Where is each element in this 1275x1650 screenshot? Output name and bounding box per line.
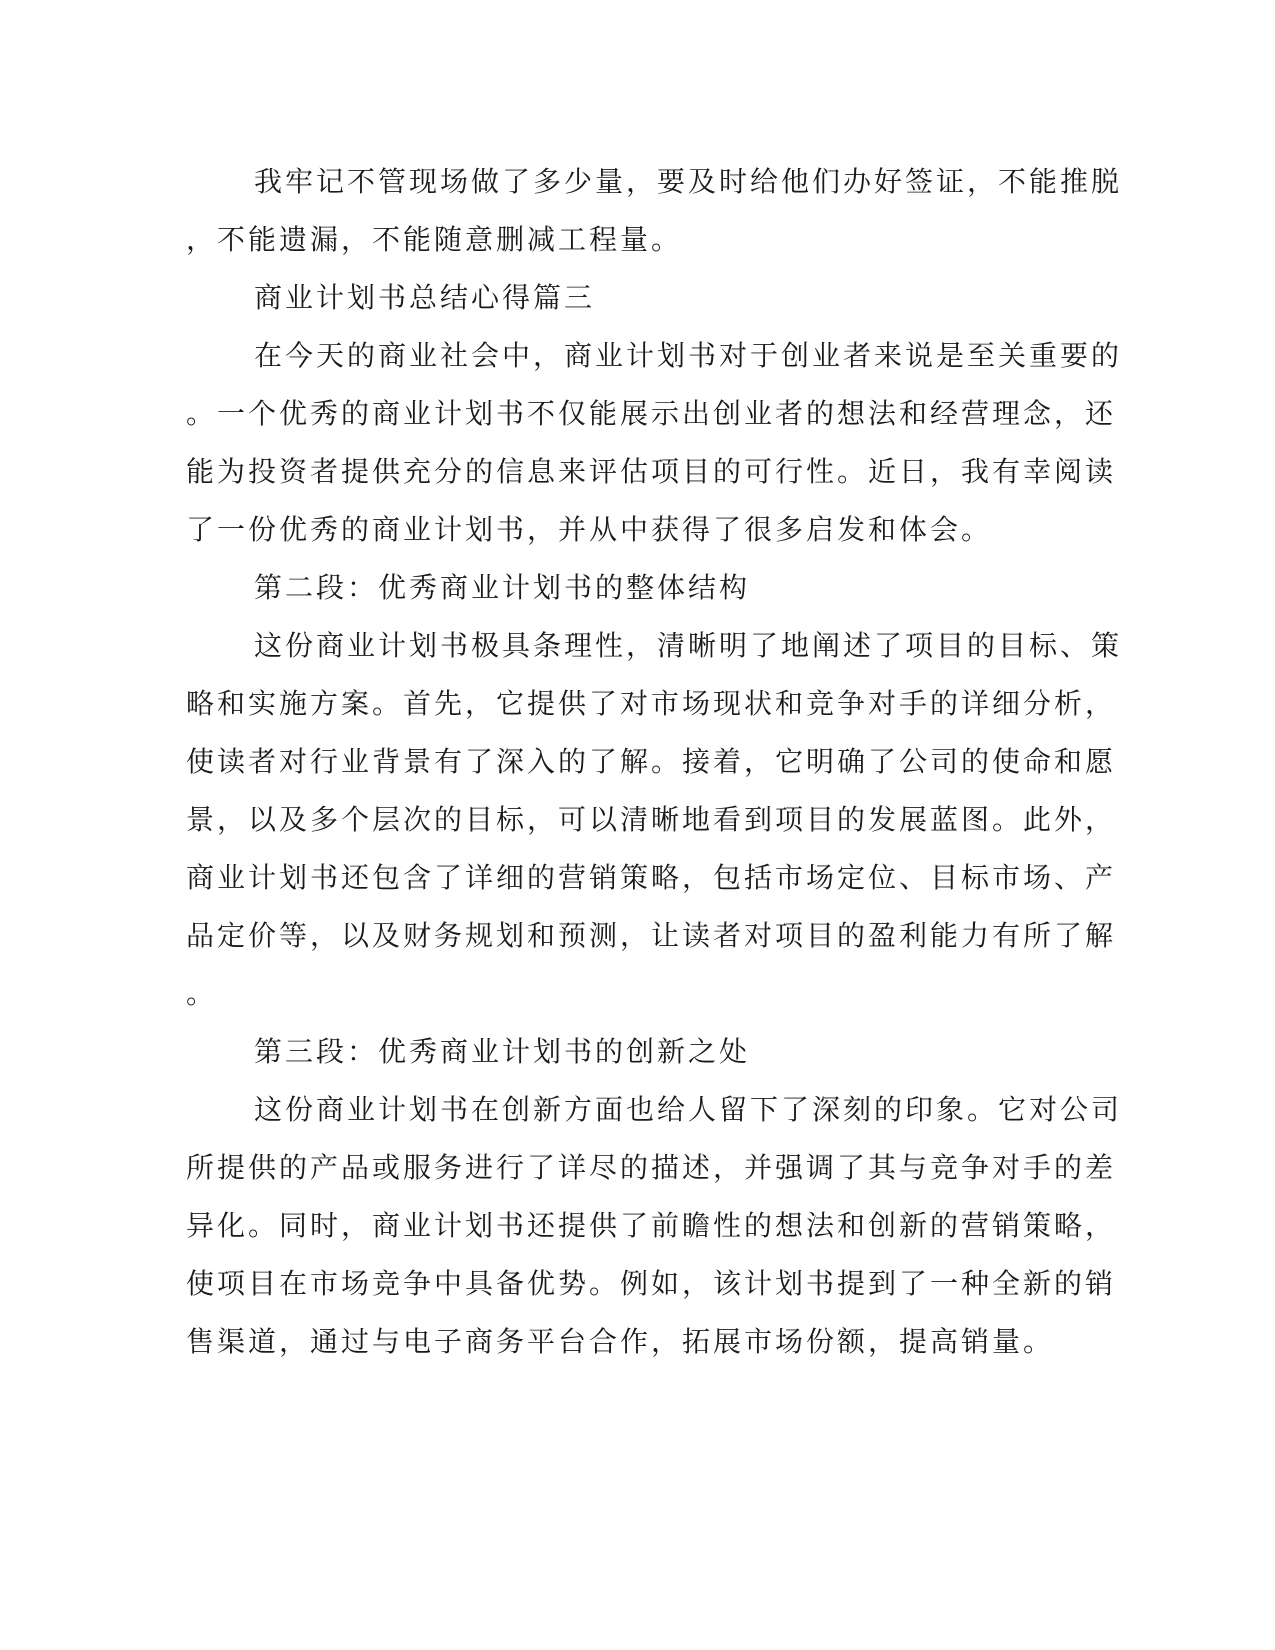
section-heading: 第二段：优秀商业计划书的整体结构 [254,571,751,604]
body-line: 。一个优秀的商业计划书不仅能展示出创业者的想法和经营理念，还 [186,397,1117,430]
body-line: 我牢记不管现场做了多少量，要及时给他们办好签证，不能推脱 [254,165,1123,198]
body-line: 这份商业计划书极具条理性，清晰明了地阐述了项目的目标、策 [254,629,1123,662]
body-line: 这份商业计划书在创新方面也给人留下了深刻的印象。它对公司 [254,1093,1123,1126]
body-line: 品定价等，以及财务规划和预测，让读者对项目的盈利能力有所了解 [186,919,1117,952]
section-heading: 第三段：优秀商业计划书的创新之处 [254,1035,751,1068]
body-line: 使项目在市场竞争中具备优势。例如，该计划书提到了一种全新的销 [186,1267,1117,1300]
body-line: 异化。同时，商业计划书还提供了前瞻性的想法和创新的营销策略， [186,1209,1117,1242]
body-line: 了一份优秀的商业计划书，并从中获得了很多启发和体会。 [186,513,993,546]
body-line: ，不能遗漏，不能随意删减工程量。 [186,223,683,256]
body-line: 所提供的产品或服务进行了详尽的描述，并强调了其与竞争对手的差 [186,1151,1117,1184]
body-line: 售渠道，通过与电子商务平台合作，拓展市场份额，提高销量。 [186,1325,1055,1358]
body-line: 景，以及多个层次的目标，可以清晰地看到项目的发展蓝图。此外， [186,803,1117,836]
body-line: 使读者对行业背景有了深入的了解。接着，它明确了公司的使命和愿 [186,745,1117,778]
section-title: 商业计划书总结心得篇三 [254,281,596,314]
body-line: 在今天的商业社会中，商业计划书对于创业者来说是至关重要的 [254,339,1123,372]
body-line: 。 [186,977,218,1010]
body-line: 能为投资者提供充分的信息来评估项目的可行性。近日，我有幸阅读 [186,455,1117,488]
body-line: 略和实施方案。首先，它提供了对市场现状和竞争对手的详细分析， [186,687,1117,720]
body-line: 商业计划书还包含了详细的营销策略，包括市场定位、目标市场、产 [186,861,1117,894]
document-body [186,153,1123,1371]
